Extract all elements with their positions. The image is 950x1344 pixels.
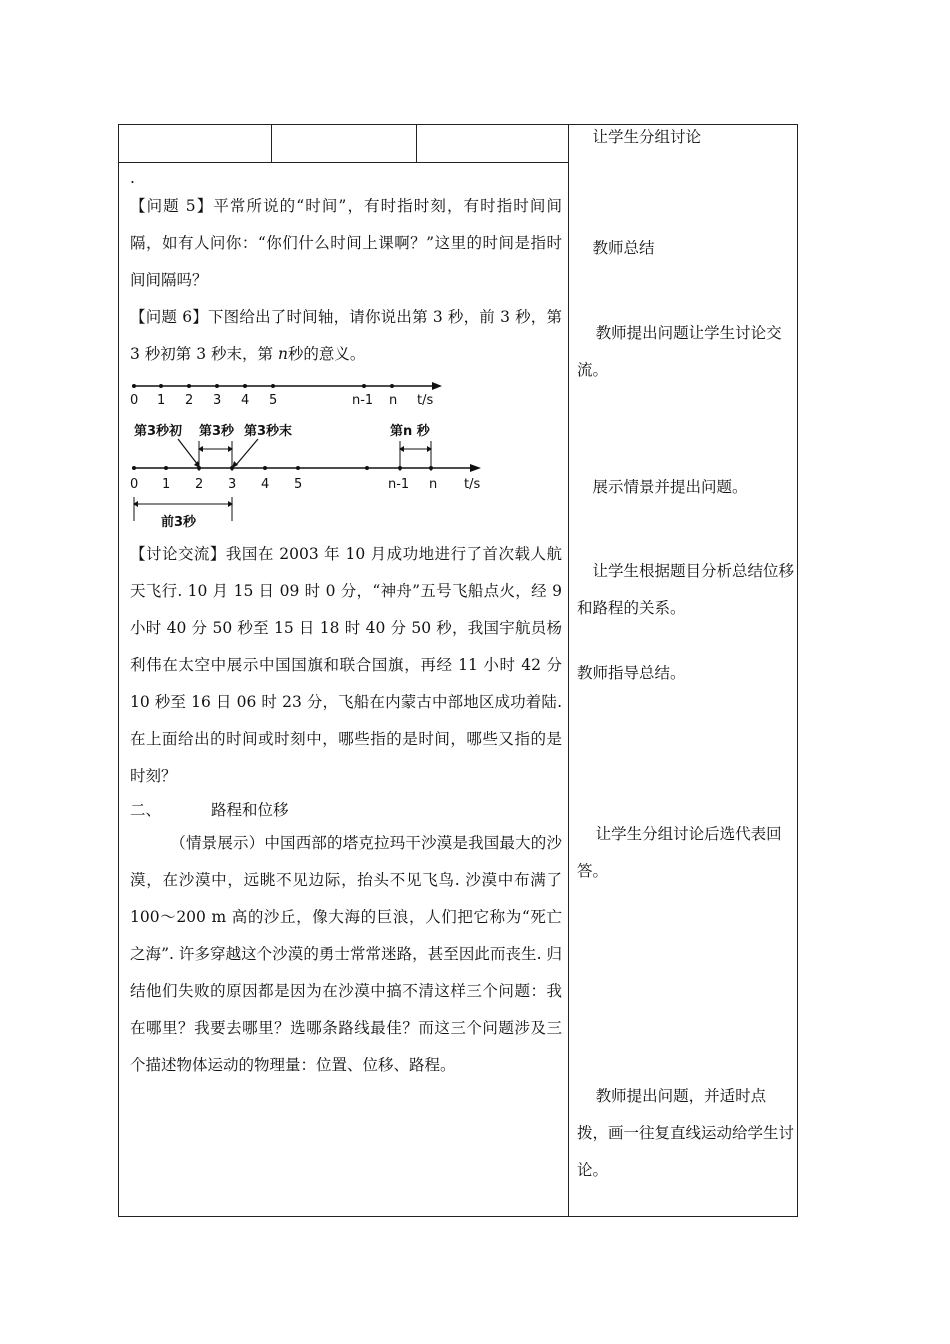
axis1-point (159, 384, 163, 388)
note-teacher-question: 教师提出问题让学生讨论交流。 (577, 324, 782, 379)
section-2-number: 二、 (130, 801, 162, 819)
axis2-point (230, 466, 234, 470)
axis2-arrow (470, 464, 481, 472)
axis1-point (271, 384, 275, 388)
axis2-point (197, 466, 201, 470)
discussion-paragraph (130, 536, 562, 795)
axis2-tick-label: n-1 (388, 477, 410, 492)
scene-paragraph: （情景展示）中国西部的塔克拉玛干沙漠是我国最大的沙漠，在沙漠中，远眺不见边际，抬头不见飞鸟. 沙漠中布满了 100～200 m 高的沙丘，像大海的巨浪，人们把它称为“死亡之海”. 许多穿越这个沙漠的勇士常常迷路，甚至因此而丧生. 归结他们失败的原因都是因为在沙漠中搞不清这样三个问题：我在哪里？我要去哪里？选哪条路线最佳？而这三个问题涉及三个描述物体运动的物理量：位置、位移、路程。 (130, 834, 562, 1074)
note-show-scene: 展示情景并提出问题。 (592, 478, 748, 496)
axis1-arrow (432, 382, 442, 390)
axis2-tick-label: n (429, 477, 438, 492)
note-group-discussion: 让学生分组讨论 (592, 128, 702, 146)
axis1-tick-label: 1 (157, 393, 166, 408)
pointer-start-3rd (178, 439, 198, 465)
q6-text-b: 秒的意义。 (287, 345, 366, 363)
pointer-end-3rd (236, 439, 258, 465)
time-axis-annotated (130, 423, 481, 530)
axis1-tick-label: n-1 (352, 393, 374, 408)
axis2-point (132, 466, 136, 470)
axis1-tick-label: 4 (241, 393, 250, 408)
axis1-tick-label: 0 (130, 393, 139, 408)
axis1-tick-label: t/s (417, 393, 434, 408)
time-axis-figure (130, 373, 562, 533)
axis1-point (132, 384, 136, 388)
axis2-tick-label: 1 (162, 477, 171, 492)
left-column-content (130, 168, 562, 1084)
column-divider (568, 125, 569, 1216)
axis2-tick-label: t/s (464, 477, 481, 492)
axis1-point (215, 384, 219, 388)
note-teacher-hint: 教师提出问题，并适时点拨，画一往复直线运动给学生讨论。 (577, 1087, 795, 1179)
axis1-tick-label: 5 (269, 393, 278, 408)
axis1-point (362, 384, 366, 388)
discuss-text: 我国在 2003 年 10 月成功地进行了首次载人航天飞行. 10 月 15 日 09 时 0 分，“神舟”五号飞船点火，经 9 小时 40 分 50 秒至 15 日 18 时 40 分 50 秒，我国宇航员杨利伟在太空中展示中国国旗和联合国旗，再经 11 小时 42 分 10 秒至 16 日 06 时 23 分，飞船在内蒙古中部地区成功着陆. 在上面给出的时间或时刻中，哪些指的是时间，哪些又指的是时刻？ (130, 545, 562, 785)
axis2-tick-label: 5 (294, 477, 303, 492)
axis1-tick-label: 2 (185, 393, 194, 408)
q5-label: 【问题 5】 (130, 197, 214, 215)
axis1-point (243, 384, 247, 388)
axis2-tick-label: 2 (195, 477, 204, 492)
axis1-tick-label: n (389, 393, 398, 408)
axis1-point (187, 384, 191, 388)
label-3rd-second: 第3秒 (199, 424, 235, 439)
q6-n: n (277, 345, 288, 363)
axis2-tick-label: 4 (261, 477, 270, 492)
note-analyze-relation: 让学生根据题目分析总结位移和路程的关系。 (577, 562, 795, 617)
question-6 (130, 299, 562, 373)
note-group-representative: 让学生分组讨论后选代表回答。 (577, 825, 782, 880)
section-2-title: 路程和位移 (211, 801, 289, 819)
subcell-divider-1 (271, 125, 272, 162)
section-2-heading (130, 795, 562, 825)
label-first-3-seconds: 前3秒 (161, 515, 197, 530)
q5-text: 平常所说的“时间”，有时指时刻，有时指时间间隔，如有人问你：“你们什么时间上课啊？”这里的时间是指时间间隔吗？ (130, 197, 562, 289)
axis2-point (164, 466, 168, 470)
label-nth-second: 第n 秒 (390, 424, 430, 439)
header-subtable (119, 125, 568, 163)
stray-dot: . (130, 169, 135, 187)
q6-label: 【问题 6】 (130, 308, 208, 326)
note-teacher-guidance: 教师指导总结。 (577, 664, 686, 682)
question-5 (130, 188, 562, 299)
note-teacher-summary: 教师总结 (592, 239, 655, 257)
subcell-divider-2 (416, 125, 417, 162)
axis2-point (296, 466, 300, 470)
label-end-of-3rd-second: 第3秒末 (244, 424, 293, 439)
axis1-point (390, 384, 394, 388)
axis2-tick-label: 0 (130, 477, 139, 492)
axis1-tick-label: 3 (213, 393, 222, 408)
time-axis-simple (130, 382, 442, 408)
axis2-point (398, 466, 402, 470)
axis2-point (365, 466, 369, 470)
q6-text-a: 下图给出了时间轴，请你说出第 3 秒，前 3 秒，第 3 秒初第 3 秒末，第 (130, 308, 562, 363)
axis2-point (429, 466, 433, 470)
axis2-tick-label: 3 (228, 477, 237, 492)
discuss-label: 【讨论交流】 (130, 545, 226, 563)
label-start-of-3rd-second: 第3秒初 (134, 424, 183, 439)
axis2-point (263, 466, 267, 470)
